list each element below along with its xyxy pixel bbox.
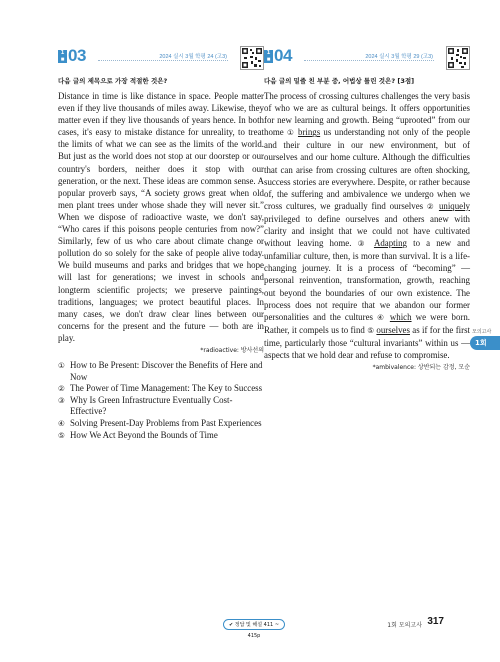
side-tab-label: 모의고사 [472, 329, 492, 335]
side-tab-value: 1회 [470, 336, 500, 350]
answer-option-1[interactable] [58, 360, 264, 383]
underlined-word-3[interactable]: Adapting [373, 238, 407, 249]
underlined-word-2[interactable]: uniquely [438, 200, 470, 211]
answer-option-3[interactable] [58, 395, 264, 418]
question-badge: 1 ■ [58, 50, 67, 63]
question-number: 03 [68, 46, 86, 65]
passage-text [264, 90, 470, 361]
footer-section-title: 1회 모의고사 [387, 622, 422, 629]
qr-code-icon [446, 46, 470, 70]
glossary-note: *ambivalence: 상반되는 감정, 모순 [372, 364, 470, 372]
header-rule [304, 60, 434, 61]
option-number: ① [58, 360, 65, 370]
underlined-word-5[interactable]: ourselves [376, 324, 410, 335]
question-04 [264, 46, 470, 371]
header-rule [98, 60, 228, 61]
question-source: 2024 실시 3월 학평 24 (고3) [156, 52, 227, 60]
option-number: ④ [58, 418, 65, 428]
answer-reference: ✔ 정답 및 해설 411 ~ 415p [223, 619, 285, 630]
marker-2: ② [426, 201, 436, 211]
marker-4: ④ [377, 312, 386, 322]
option-text: Solving Present-Day Problems from Past Experiences [70, 417, 262, 428]
option-number: ⑤ [58, 430, 65, 440]
question-header [58, 46, 264, 74]
passage-segment: us understanding not only of the people and their culture in our new environment, but of ourselves and our home culture. Although the difficulties that can arise from crossing cultures are often shocking, success stories are everywhere. Despite, or rather because of, the suffering and ambivalence we undergo when we cross cultures, we gradually find ourselves [264, 127, 471, 211]
answer-options [58, 360, 264, 441]
qr-code-icon [240, 46, 264, 70]
question-header [264, 46, 470, 74]
passage-segment: to a new and unfamiliar culture, then, is more than survival. It is a life-changing journey. It is a process of “becoming” — personal reinvention, transformation, growth, reaching out beyond the boundaries of our own existence. The process does not require that we abandon our former personalities and the cultures [264, 238, 470, 322]
passage-text: Distance in time is like distance in space. People matter even if they live thousands of miles away. Likewise, they matter even if they live thousands of years hence. In both cases, it's easy to mistake distance for unreality, to treat the limits of what we can see as the limits of the world. But just as the world does not stop at our doorstep or our country's borders, neither does it stop with our generation, or the next. These ideas are common sense. A popular proverb says, “A society grows great when old men plant trees under whose shade they will never sit.” When we dispose of radioactive waste, we don't say, “Who cares if this poisons people centuries from now?” Similarly, few of us who care about climate change or pollution do so solely for the sake of people alive today. We build museums and parks and bridges that we hope will last for generations; we invest in schools and longterm scientific projects; we preserve paintings, traditions, languages; we protect beautiful places. In many cases, we don't draw clear lines between our concerns for the present and the future — both are in play. [58, 91, 264, 343]
marker-1: ① [286, 128, 295, 138]
question-03 [58, 46, 264, 441]
question-prompt: 다음 글의 밑줄 친 부분 중, 어법상 틀린 것은? [3점] [264, 77, 415, 85]
question-badge: 1 ■ [264, 50, 273, 63]
passage-segment: we were born. Rather, it compels us to find [264, 311, 471, 335]
passage-segment: The process of crossing cultures challenges the very basis of who we are as cultural beings. It offers opportunities for new learning and growth. Being “uprooted” from our home [264, 91, 470, 138]
question-number: 04 [274, 46, 292, 65]
page-number: 317 [427, 616, 444, 627]
answer-option-2[interactable] [58, 383, 264, 395]
marker-3: ③ [357, 239, 369, 249]
underlined-word-4[interactable]: which [389, 311, 412, 322]
question-prompt: 다음 글의 제목으로 가장 적절한 것은? [58, 77, 168, 85]
answer-option-4[interactable] [58, 418, 264, 430]
question-source: 2024 실시 3월 학평 29 (고3) [362, 52, 433, 60]
option-text: Why Is Green Infrastructure Eventually Cost-Effective? [70, 394, 233, 417]
section-side-tab [470, 326, 500, 376]
glossary-note: *radioactive: 방사선의 [200, 346, 264, 354]
option-text: The Power of Time Management: The Key to Success [70, 383, 263, 394]
underlined-word-1[interactable]: brings [297, 127, 321, 138]
passage-segment: privileged to define ourselves and others anew with clarity and insight that we could not have cultivated without leaving home. [264, 213, 470, 249]
answer-option-5[interactable] [58, 430, 264, 442]
option-text: How We Act Beyond the Bounds of Time [70, 429, 218, 440]
option-number: ② [58, 384, 65, 394]
option-number: ③ [58, 395, 65, 405]
marker-5: ⑤ [367, 325, 375, 335]
option-text: How to Be Present: Discover the Benefits of Here and Now [70, 359, 263, 382]
passage-segment: as if for the first time, particularly those “cultural invariants” within us — aspects that we hold dear and refuse to compromise. [264, 324, 470, 360]
